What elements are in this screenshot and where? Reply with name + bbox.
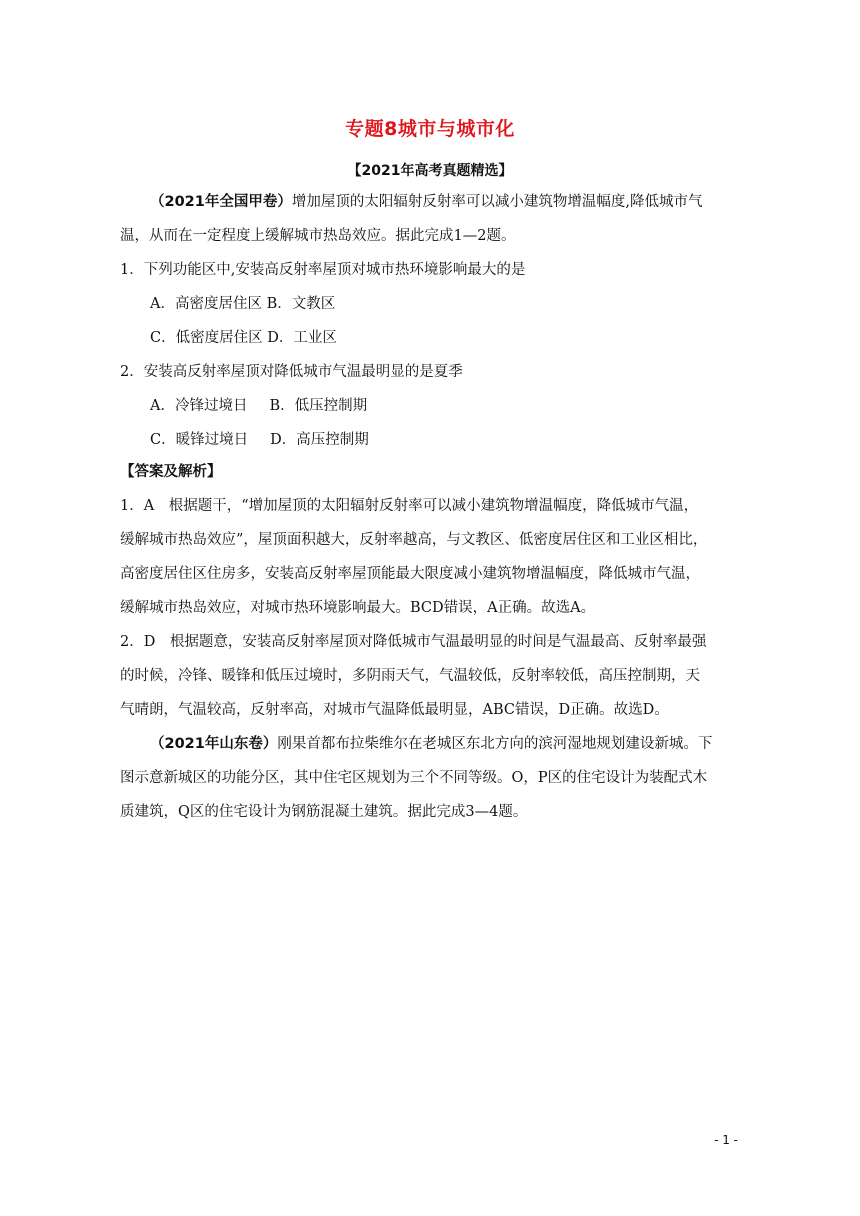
question2-option-c: C．暖锋过境日 [150, 432, 249, 448]
question2-option-d: D．高压控制期 [270, 432, 369, 448]
section-heading: 【2021年高考真题精选】 [347, 163, 513, 179]
question1-options-row1: A．高密度居住区 B．文教区 [150, 296, 336, 312]
question2-option-b: B．低压控制期 [269, 398, 368, 414]
question2-options-row2 [150, 430, 780, 450]
passage1-line2: 温，从而在一定程度上缓解城市热岛效应。据此完成1—2题。 [120, 228, 516, 244]
question2-option-a: A．冷锋过境日 [150, 398, 248, 414]
answer2-line1: 2．D 根据题意，安装高反射率屋顶对降低城市气温最明显的时间是气温最高、反射率最强 [120, 634, 707, 650]
question2-stem: 2．安装高反射率屋顶对降低城市气温最明显的是夏季 [120, 364, 463, 380]
passage1-text1: 增加屋顶的太阳辐射反射率可以减小建筑物增温幅度,降低城市气 [291, 194, 703, 210]
answer1-line3: 高密度居住区住房多，安装高反射率屋顶能最大限度减小建筑物增温幅度，降低城市气温， [120, 566, 700, 582]
passage2-text1: 刚果首都布拉柴维尔在老城区东北方向的滨河湿地规划建设新城。下 [277, 736, 713, 752]
answer-heading: 【答案及解析】 [120, 464, 222, 480]
passage2-source: （2021年山东卷） [150, 736, 278, 752]
passage2-line1 [150, 734, 780, 754]
question1-options-row2: C．低密度居住区 D．工业区 [150, 330, 337, 346]
question1-stem: 1．下列功能区中,安装高反射率屋顶对城市热环境影响最大的是 [120, 262, 526, 278]
answer2-line3: 气晴朗，气温较高，反射率高，对城市气温降低最明显，ABC错误，D正确。故选D。 [120, 702, 669, 718]
passage2-line3: 质建筑，Q区的住宅设计为钢筋混凝土建筑。据此完成3—4题。 [120, 804, 528, 820]
passage1-source: （2021年全国甲卷） [150, 194, 292, 210]
answer2-line2: 的时候，冷锋、暖锋和低压过境时，多阴雨天气，气温较低，反射率较低，高压控制期，天 [120, 668, 700, 684]
passage1-line1 [150, 192, 780, 212]
answer1-line2: 缓解城市热岛效应”，屋顶面积越大，反射率越高，与文教区、低密度居住区和工业区相比， [120, 532, 708, 548]
answer1-line1: 1．A 根据题干，“增加屋顶的太阳辐射反射率可以减小建筑物增温幅度，降低城市气温， [120, 498, 699, 514]
question2-options-row1 [150, 396, 780, 416]
passage2-line2: 图示意新城区的功能分区，其中住宅区规划为三个不同等级。O，P区的住宅设计为装配式木 [120, 770, 708, 786]
page-title: 专题8城市与城市化 [345, 118, 515, 140]
page-number: - 1 - [714, 1133, 738, 1147]
answer1-line4: 缓解城市热岛效应，对城市热环境影响最大。BCD错误，A正确。故选A。 [120, 600, 596, 616]
